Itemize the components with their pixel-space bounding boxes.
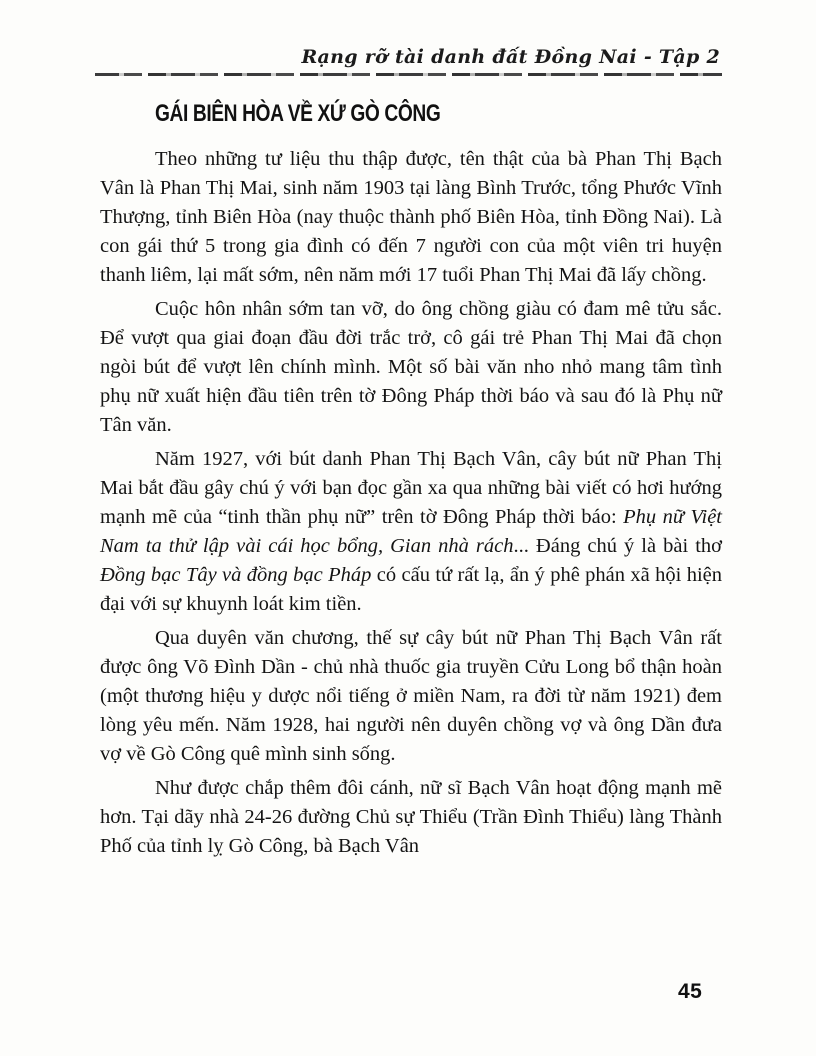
paragraph [100,295,722,440]
page-content [100,46,722,866]
text-run: Theo những tư liệu thu thập được, tên thật của bà Phan Thị Bạch Vân là Phan Thị Mai, sinh năm 1903 tại làng Bình Trước, tổng Phước Vĩnh Thượng, tỉnh Biên Hòa (nay thuộc thành phố Biên Hòa, tỉnh Đồng Nai). Là con gái thứ 5 trong gia đình có đến 7 người con của một viên tri huyện thanh liêm, lại mất sớm, nên năm mới 17 tuổi Phan Thị Mai đã lấy chồng. [100,148,722,286]
italic-text-run: Đồng bạc Tây và đồng bạc Pháp [100,564,372,586]
text-run: Qua duyên văn chương, thế sự cây bút nữ Phan Thị Bạch Vân rất được ông Võ Đình Dần - chủ nhà thuốc gia truyền Cửu Long bổ thận hoàn (một thương hiệu y dược nổi tiếng ở miền Nam, ra đời từ năm 1921) đem lòng yêu mến. Năm 1928, hai người nên duyên chồng vợ và ông Dần đưa vợ về Gò Công quê mình sinh sống. [100,627,722,765]
text-run: Cuộc hôn nhân sớm tan vỡ, do ông chồng giàu có đam mê tửu sắc. Để vượt qua giai đoạn đầu đời trắc trở, cô gái trẻ Phan Thị Mai đã chọn ngòi bút để vượt lên chính mình. Một số bài văn nho nhỏ mang tâm tình phụ nữ xuất hiện đầu tiên trên tờ Đông Pháp thời báo và sau đó là Phụ nữ Tân văn. [100,298,722,436]
text-run: Như được chắp thêm đôi cánh, nữ sĩ Bạch Vân hoạt động mạnh mẽ hơn. Tại dãy nhà 24-26 đường Chủ sự Thiểu (Trần Đình Thiểu) làng Thành Phố của tỉnh lỵ Gò Công, bà Bạch Vân [100,777,722,857]
running-header: Rạng rỡ tài danh đất Đồng Nai - Tập 2 [301,46,720,68]
paragraph [100,774,722,861]
page-number: 45 [678,980,703,1003]
body-text [100,145,722,861]
text-run: có cấu tứ rất lạ, ẩn ý phê phán xã hội hiện đại với sự khuynh loát kim tiền. [100,564,722,615]
text-run: ... Đáng chú ý là bài thơ [513,535,722,557]
section-heading: GÁI BIÊN HÒA VỀ XỨ GÒ CÔNG [155,100,441,127]
header-rule [95,73,722,76]
paragraph [100,624,722,769]
italic-text-run: Phụ nữ Việt Nam ta thử lập vài cái học bổng, Gian nhà rách [100,506,722,557]
text-run: Năm 1927, với bút danh Phan Thị Bạch Vân, cây bút nữ Phan Thị Mai bắt đầu gây chú ý với bạn đọc gần xa qua những bài viết có hơi hướng mạnh mẽ của “tinh thần phụ nữ” trên tờ Đông Pháp thời báo: [100,448,722,528]
paragraph [100,145,722,290]
paragraph [100,445,722,619]
